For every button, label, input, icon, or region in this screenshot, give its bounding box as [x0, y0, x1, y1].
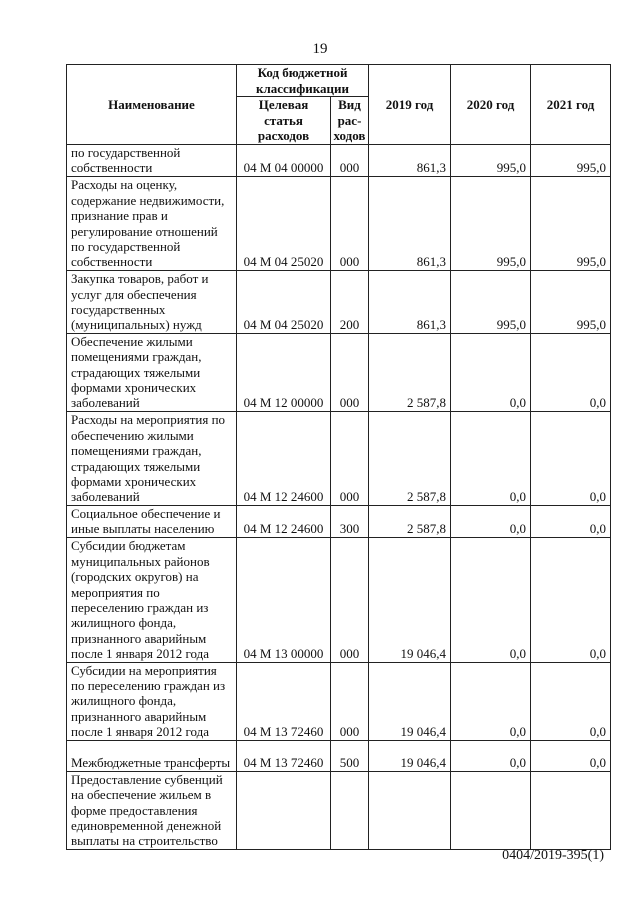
row-name: Предоставление субвенций на обеспечение жильем в форме предоставления единовременной денежной выплаты на строительство — [67, 771, 237, 849]
table-row — [67, 333, 611, 411]
row-type: 000 — [331, 145, 369, 177]
row-2020: 995,0 — [451, 145, 531, 177]
row-name: Субсидии на мероприятия по переселению граждан из жилищного фонда, признанного аварийным после 1 января 2012 года — [67, 662, 237, 740]
row-type: 300 — [331, 505, 369, 537]
table-row — [67, 411, 611, 505]
row-name: Закупка товаров, работ и услуг для обеспечения государственных (муниципальных) нужд — [67, 270, 237, 333]
header-name: Наименование — [67, 65, 237, 145]
table-row — [67, 740, 611, 771]
row-name: Социальное обеспечение и иные выплаты населению — [67, 505, 237, 537]
row-2019: 2 587,8 — [369, 411, 451, 505]
row-2021: 0,0 — [531, 411, 611, 505]
row-2021: 0,0 — [531, 505, 611, 537]
row-2020: 0,0 — [451, 740, 531, 771]
row-code: 04 М 12 00000 — [237, 333, 331, 411]
row-2021 — [531, 771, 611, 849]
row-2019: 861,3 — [369, 270, 451, 333]
table-row — [67, 176, 611, 270]
row-code: 04 М 13 00000 — [237, 537, 331, 662]
row-2021: 0,0 — [531, 537, 611, 662]
row-2019: 2 587,8 — [369, 505, 451, 537]
row-2020: 995,0 — [451, 176, 531, 270]
row-code: 04 М 13 72460 — [237, 662, 331, 740]
row-code: 04 М 04 25020 — [237, 176, 331, 270]
row-code: 04 М 13 72460 — [237, 740, 331, 771]
row-name: Обеспечение жилыми помещениями граждан, страдающих тяжелыми формами хронических заболеваний — [67, 333, 237, 411]
row-type: 200 — [331, 270, 369, 333]
header-expense-type: Вид рас-ходов — [331, 97, 369, 145]
row-name: Субсидии бюджетам муниципальных районов (городских округов) на мероприятия по переселению граждан из жилищного фонда, признанного аварийным после 1 января 2012 года — [67, 537, 237, 662]
table-row — [67, 505, 611, 537]
row-2020: 995,0 — [451, 270, 531, 333]
budget-table — [66, 64, 611, 850]
row-type: 000 — [331, 333, 369, 411]
table-row — [67, 145, 611, 177]
row-code: 04 М 04 00000 — [237, 145, 331, 177]
row-code: 04 М 12 24600 — [237, 505, 331, 537]
page-number: 19 — [312, 41, 328, 57]
row-code — [237, 771, 331, 849]
header-2020: 2020 год — [451, 65, 531, 145]
row-name: по государственной собственности — [67, 145, 237, 177]
row-2021: 995,0 — [531, 145, 611, 177]
row-name: Межбюджетные трансферты — [67, 740, 237, 771]
row-2020 — [451, 771, 531, 849]
table-row — [67, 537, 611, 662]
header-2019: 2019 год — [369, 65, 451, 145]
document-number: 0404/2019-395(1) — [502, 848, 604, 863]
row-2019: 861,3 — [369, 145, 451, 177]
row-2020: 0,0 — [451, 662, 531, 740]
row-code: 04 М 12 24600 — [237, 411, 331, 505]
row-2021: 0,0 — [531, 662, 611, 740]
header-budget-code: Код бюджетной классификации — [237, 65, 369, 97]
table-row — [67, 270, 611, 333]
header-2021: 2021 год — [531, 65, 611, 145]
row-2020: 0,0 — [451, 333, 531, 411]
row-code: 04 М 04 25020 — [237, 270, 331, 333]
row-2021: 0,0 — [531, 333, 611, 411]
row-2019: 19 046,4 — [369, 537, 451, 662]
row-2019: 19 046,4 — [369, 662, 451, 740]
row-2021: 995,0 — [531, 176, 611, 270]
row-2019: 19 046,4 — [369, 740, 451, 771]
row-name: Расходы на мероприятия по обеспечению жилыми помещениями граждан, страдающих тяжелыми формами хронических заболеваний — [67, 411, 237, 505]
table-row — [67, 771, 611, 849]
row-2021: 995,0 — [531, 270, 611, 333]
row-type: 500 — [331, 740, 369, 771]
row-2020: 0,0 — [451, 411, 531, 505]
row-type: 000 — [331, 411, 369, 505]
row-2019: 861,3 — [369, 176, 451, 270]
row-2019: 2 587,8 — [369, 333, 451, 411]
table-row — [67, 662, 611, 740]
row-name: Расходы на оценку, содержание недвижимости, признание прав и регулирование отношений по государственной собственности — [67, 176, 237, 270]
row-type: 000 — [331, 662, 369, 740]
row-type: 000 — [331, 176, 369, 270]
row-type: 000 — [331, 537, 369, 662]
row-2020: 0,0 — [451, 537, 531, 662]
row-2020: 0,0 — [451, 505, 531, 537]
row-2021: 0,0 — [531, 740, 611, 771]
row-type — [331, 771, 369, 849]
header-target-item: Целевая статья расходов — [237, 97, 331, 145]
row-2019 — [369, 771, 451, 849]
